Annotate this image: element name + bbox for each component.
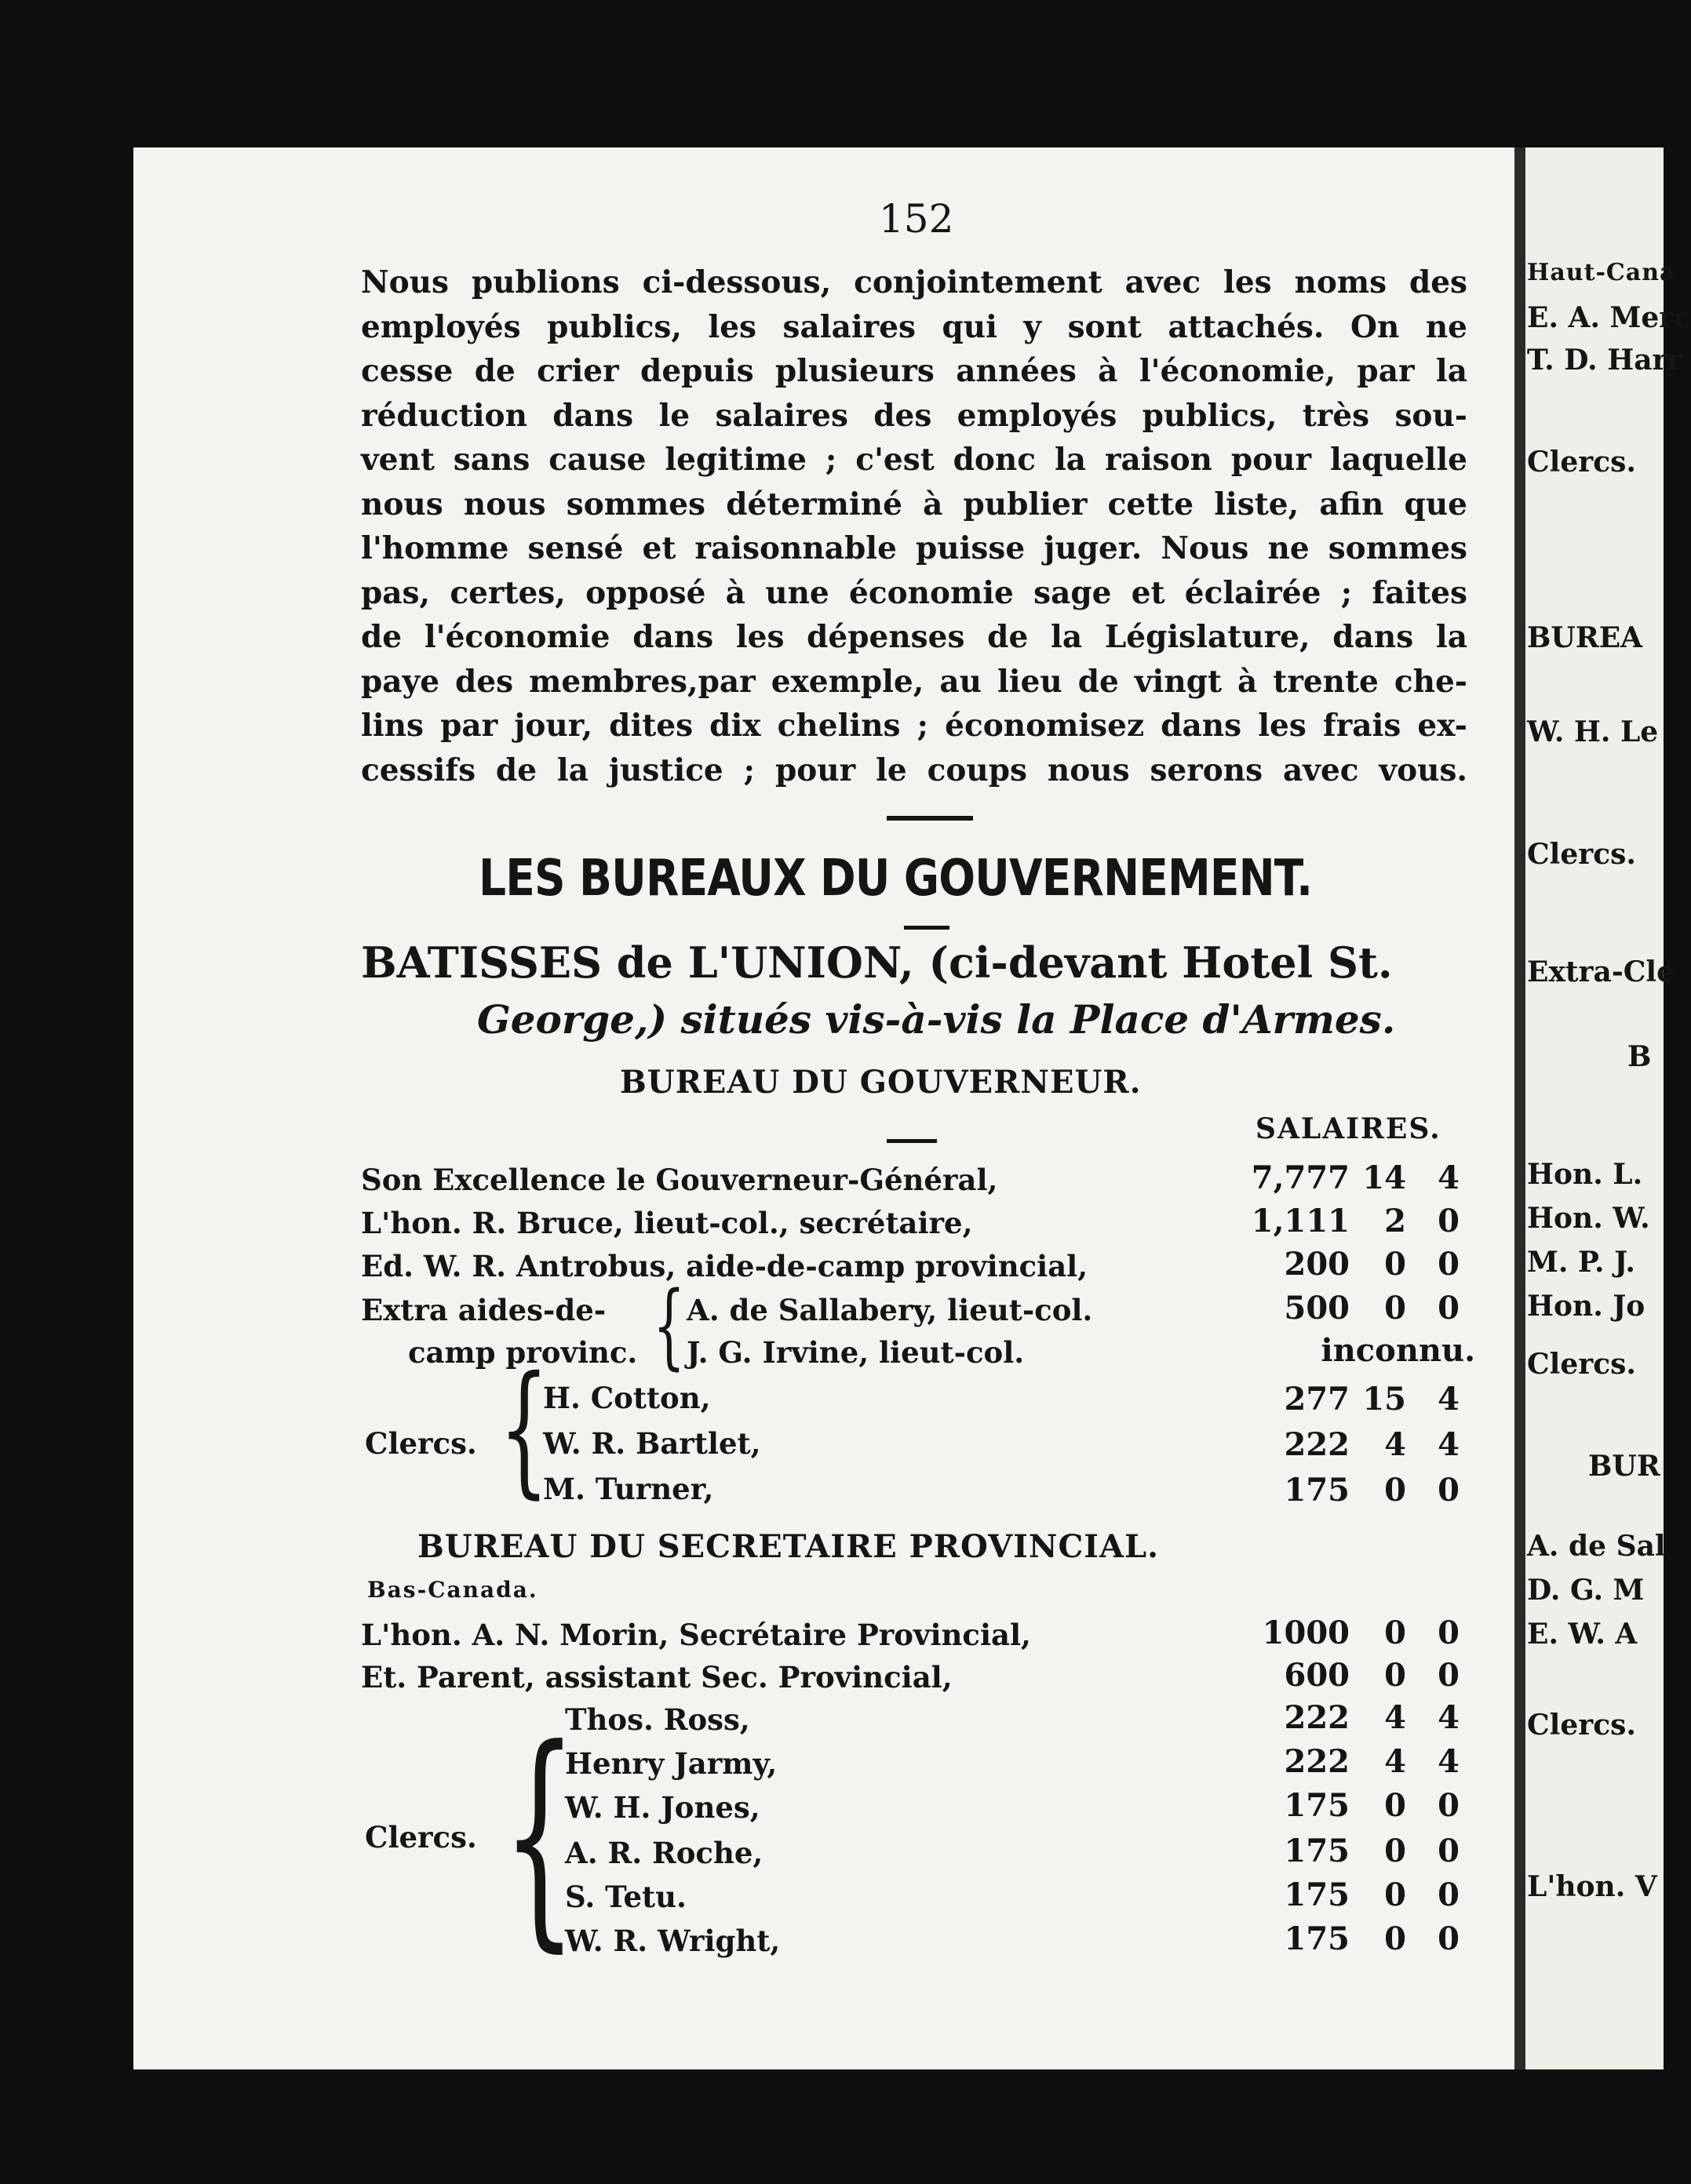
intro-line: employés publics, les salaires qui y sont attachés. On ne <box>361 308 1467 345</box>
table-row-name: Son Excellence le Gouverneur-Général, <box>361 1163 998 1197</box>
salary-pounds: 175 <box>1284 1833 1350 1869</box>
salary-pounds: 277 <box>1284 1381 1350 1418</box>
salary-shillings: 0 <box>1384 1920 1406 1957</box>
salary-pounds: 222 <box>1284 1743 1350 1780</box>
table-row-name: J. G. Irvine, lieut-col. <box>687 1335 1025 1370</box>
facing-line: Hon. L. <box>1527 1158 1643 1191</box>
facing-line: L'hon. V <box>1527 1870 1657 1903</box>
section-heading-gouverneur: BUREAU DU GOUVERNEUR. <box>620 1064 1142 1101</box>
brace-glyph: { <box>499 1345 549 1512</box>
intro-line: réduction dans le salaires des employés publics, très sou- <box>361 397 1467 434</box>
salary-shillings: 4 <box>1384 1426 1406 1463</box>
salaires-header: SALAIRES. <box>1255 1112 1441 1145</box>
salary-shillings: 0 <box>1384 1787 1406 1824</box>
extra-aides-label: Extra aides-de- <box>361 1293 607 1327</box>
facing-line: Hon. Jo <box>1527 1290 1645 1323</box>
intro-line: lins par jour, dites dix chelins ; économisez dans les frais ex- <box>361 708 1467 744</box>
intro-line: de l'économie dans les dépenses de la Législature, dans la <box>361 619 1467 655</box>
intro-line: nous nous sommes déterminé à publier cette liste, afin que <box>361 486 1467 522</box>
salary-pounds: 7,777 <box>1251 1159 1350 1196</box>
facing-line: Clercs. <box>1527 1709 1636 1742</box>
intro-line: cesse de crier depuis plusieurs années à l'économie, par la <box>361 353 1467 389</box>
section-heading-secretaire: BUREAU DU SECRETAIRE PROVINCIAL. <box>417 1528 1160 1565</box>
salary-pounds: 175 <box>1284 1472 1350 1509</box>
table-row-name: W. H. Jones, <box>565 1790 760 1825</box>
salary-pence: 0 <box>1438 1290 1460 1327</box>
salary-shillings: 15 <box>1362 1381 1406 1418</box>
facing-line: D. G. M <box>1527 1574 1645 1607</box>
salary-pence: 4 <box>1438 1426 1460 1463</box>
facing-line: M. P. J. <box>1527 1246 1635 1279</box>
main-heading: LES BUREAUX DU GOUVERNEMENT. <box>479 850 1313 908</box>
salary-pence: 0 <box>1438 1246 1460 1283</box>
facing-line: BUR <box>1588 1450 1660 1483</box>
salary-shillings: 0 <box>1384 1614 1406 1651</box>
salary-pence: 0 <box>1438 1203 1460 1239</box>
salary-pence: 0 <box>1438 1787 1460 1824</box>
salary-shillings: 0 <box>1384 1833 1406 1869</box>
intro-line: l'homme sensé et raisonnable puisse juger. Nous ne sommes <box>361 530 1467 566</box>
brace-glyph: { <box>653 1271 686 1379</box>
batisses-heading-line2: George,) situés vis-à-vis la Place d'Armes. <box>477 996 1396 1043</box>
facing-line: E. A. Merc <box>1527 301 1691 334</box>
book-gutter <box>1514 147 1525 2069</box>
table-row-name: Thos. Ross, <box>565 1702 750 1737</box>
salary-pence: 0 <box>1438 1472 1460 1509</box>
salary-pounds: 500 <box>1284 1290 1350 1327</box>
table-row-name: L'hon. R. Bruce, lieut-col., secrétaire, <box>361 1206 973 1240</box>
facing-line: Clercs. <box>1527 838 1636 871</box>
facing-line: Extra-Cle <box>1527 956 1675 988</box>
intro-paragraph <box>361 260 1467 792</box>
salary-pounds: 175 <box>1284 1876 1350 1913</box>
salary-shillings: 2 <box>1384 1203 1406 1239</box>
salary-pounds: 600 <box>1284 1657 1350 1694</box>
table-row-name: A. R. Roche, <box>565 1836 764 1870</box>
clercs-label: Clercs. <box>365 1426 477 1461</box>
salary-pounds: 222 <box>1284 1426 1350 1463</box>
salary-pounds: 222 <box>1284 1699 1350 1736</box>
brace-glyph: { <box>502 1698 578 1972</box>
facing-page <box>1525 147 1691 2069</box>
salary-shillings: 4 <box>1384 1699 1406 1736</box>
salary-pounds: 175 <box>1284 1787 1350 1824</box>
table-row-name: W. R. Bartlet, <box>543 1426 761 1461</box>
salary-pounds: 1000 <box>1262 1614 1350 1651</box>
intro-line: paye des membres,par exemple, au lieu de vingt à trente che- <box>361 663 1467 700</box>
page-number: 152 <box>879 196 954 242</box>
clercs-label: Clercs. <box>365 1820 477 1855</box>
salary-pence: 4 <box>1438 1159 1460 1196</box>
salary-pounds: 175 <box>1284 1920 1350 1957</box>
salary-shillings: 0 <box>1384 1290 1406 1327</box>
salary-pence: 0 <box>1438 1876 1460 1913</box>
facing-line: B <box>1627 1040 1652 1073</box>
salary-pence: 4 <box>1438 1381 1460 1418</box>
salary-pounds: 200 <box>1284 1246 1350 1283</box>
salary-shillings: 0 <box>1384 1657 1406 1694</box>
intro-line: cessifs de la justice ; pour le coups nous serons avec vous. <box>361 752 1467 788</box>
facing-line: Haut-Cana <box>1527 259 1676 286</box>
facing-line: Hon. W. <box>1527 1202 1650 1235</box>
table-row-name: H. Cotton, <box>543 1381 711 1415</box>
salary-pence: 0 <box>1438 1614 1460 1651</box>
intro-line: vent sans cause legitime ; c'est donc la raison pour laquelle <box>361 442 1467 478</box>
facing-line: BUREA <box>1527 621 1643 654</box>
salary-pence: 0 <box>1438 1920 1460 1957</box>
facing-line: A. de Sal <box>1527 1530 1666 1563</box>
salary-shillings: 4 <box>1384 1743 1406 1780</box>
table-row-name: Henry Jarmy, <box>565 1746 778 1781</box>
region-label: Bas-Canada. <box>367 1577 538 1603</box>
batisses-heading-line1: BATISSES de L'UNION, (ci-devant Hotel St. <box>361 937 1393 988</box>
salary-pence: 4 <box>1438 1743 1460 1780</box>
divider-rule <box>887 1139 937 1143</box>
salary-shillings: 0 <box>1384 1246 1406 1283</box>
table-row-name: M. Turner, <box>543 1472 714 1506</box>
salary-shillings: 0 <box>1384 1876 1406 1913</box>
intro-line: pas, certes, opposé à une économie sage et éclairée ; faites <box>361 574 1467 611</box>
divider-rule <box>887 816 973 821</box>
facing-line: T. D. Harr <box>1527 344 1682 377</box>
salary-pence: 0 <box>1438 1657 1460 1694</box>
facing-line: Clercs. <box>1527 1348 1636 1381</box>
table-row-name: Et. Parent, assistant Sec. Provincial, <box>361 1660 953 1694</box>
facing-line: W. H. Le <box>1527 715 1659 748</box>
table-row-name: A. de Sallabery, lieut-col. <box>687 1293 1093 1327</box>
salary-shillings: 0 <box>1384 1472 1406 1509</box>
salary-pounds: 1,111 <box>1251 1203 1350 1239</box>
salary-pence: 0 <box>1438 1833 1460 1869</box>
divider-rule <box>904 926 949 930</box>
intro-line: Nous publions ci-dessous, conjointement avec les noms des <box>361 264 1467 300</box>
facing-line: E. W. A <box>1527 1618 1638 1651</box>
table-row-name: S. Tetu. <box>565 1880 687 1914</box>
salary-pence: 4 <box>1438 1699 1460 1736</box>
salary-shillings: 14 <box>1362 1159 1406 1196</box>
table-row-name: L'hon. A. N. Morin, Secrétaire Provincial, <box>361 1618 1031 1652</box>
salary-unknown: inconnu. <box>1321 1332 1475 1369</box>
extra-aides-label: camp provinc. <box>408 1335 638 1370</box>
table-row-name: W. R. Wright, <box>565 1924 781 1958</box>
facing-line: Clercs. <box>1527 446 1636 479</box>
table-row-name: Ed. W. R. Antrobus, aide-de-camp provincial, <box>361 1249 1088 1283</box>
